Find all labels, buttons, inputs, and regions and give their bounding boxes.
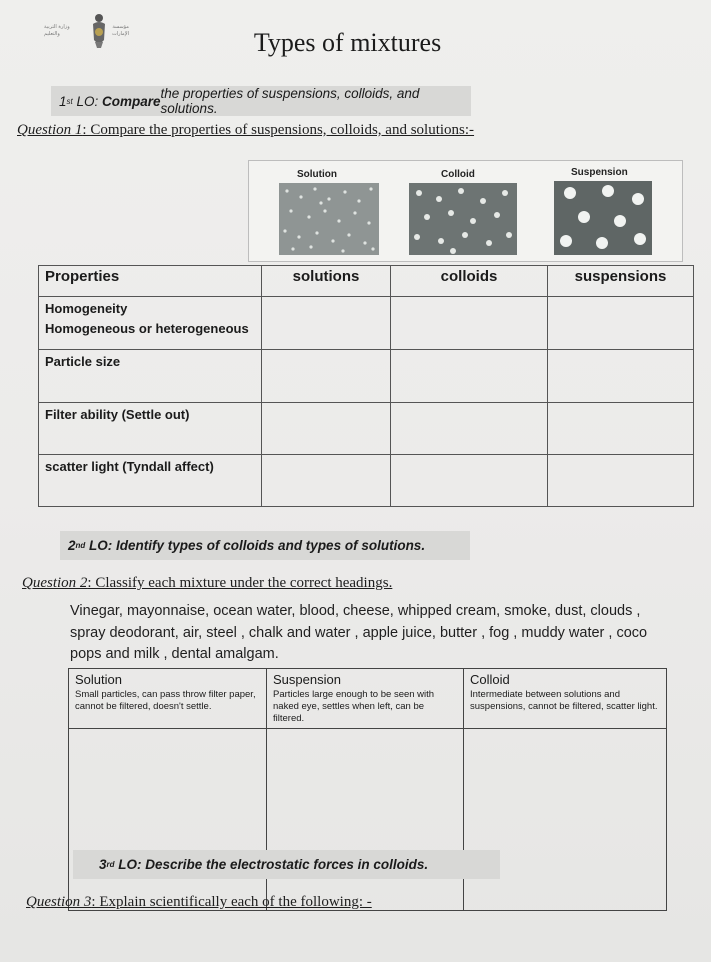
header-solution: Solution Small particles, can pass throw filter paper, cannot be filtered, doesn't settle.	[69, 669, 267, 729]
header-colloid: Colloid Intermediate between solutions and suspensions, cannot be filtered, scatter light.	[464, 669, 667, 729]
header-suspensions: suspensions	[548, 266, 694, 297]
solution-sample-image	[279, 183, 379, 255]
answer-cell[interactable]	[391, 403, 548, 455]
page-title: Types of mixtures	[253, 28, 442, 57]
answer-cell[interactable]	[391, 350, 548, 403]
learning-objective-3: 3 rd LO: Describe the electrostatic forces in colloids.	[73, 850, 500, 879]
figure-label-solution: Solution	[297, 169, 337, 180]
header-colloids: colloids	[391, 266, 548, 297]
row-label-particle-size: Particle size	[39, 350, 262, 403]
figure-label-colloid: Colloid	[441, 169, 475, 180]
header-suspension: Suspension Particles large enough to be seen with naked eye, settles when left, can be filtered.	[267, 669, 464, 729]
row-label-filter-ability: Filter ability (Settle out)	[39, 403, 262, 455]
answer-cell[interactable]	[391, 455, 548, 507]
row-label-homogeneity: Homogeneity Homogeneous or heterogeneous	[39, 297, 262, 350]
answer-cell[interactable]	[262, 403, 391, 455]
row-label-scatter-light: scatter light (Tyndall affect)	[39, 455, 262, 507]
mixture-figure	[248, 160, 683, 262]
suspension-answer-cell[interactable]	[267, 729, 464, 911]
classification-header-row	[69, 669, 667, 729]
learning-objective-2: 2 nd LO: Identify types of colloids and types of solutions.	[60, 531, 470, 560]
properties-header-row	[39, 266, 694, 297]
answer-cell[interactable]	[262, 350, 391, 403]
table-row	[39, 455, 694, 507]
classification-answer-row	[69, 729, 667, 911]
header-properties: Properties	[39, 266, 262, 297]
answer-cell[interactable]	[262, 455, 391, 507]
question-3: Question 3: Explain scientifically each of the following: -	[26, 894, 372, 910]
header-solutions: solutions	[262, 266, 391, 297]
logo-text-left: وزارة التربية والتعليم	[44, 24, 70, 37]
answer-cell[interactable]	[262, 297, 391, 350]
colloid-sample-image	[409, 183, 517, 255]
solution-answer-cell[interactable]	[69, 729, 267, 911]
question-2: Question 2: Classify each mixture under the correct headings.	[22, 575, 393, 591]
question-1: Question 1: Compare the properties of suspensions, colloids, and solutions:-	[17, 122, 475, 138]
colloid-answer-cell[interactable]	[464, 729, 667, 911]
answer-cell[interactable]	[548, 403, 694, 455]
answer-cell[interactable]	[548, 297, 694, 350]
properties-table	[38, 265, 694, 507]
answer-cell[interactable]	[548, 455, 694, 507]
table-row	[39, 350, 694, 403]
logo-text-right: مؤسسة الإمارات	[112, 24, 129, 37]
learning-objective-1: 1 st LO: Compare the properties of suspensions, colloids, and solutions.	[51, 86, 471, 116]
suspension-sample-image	[554, 181, 652, 255]
figure-label-suspension: Suspension	[571, 167, 628, 178]
table-row	[39, 297, 694, 350]
answer-cell[interactable]	[391, 297, 548, 350]
answer-cell[interactable]	[548, 350, 694, 403]
table-row	[39, 403, 694, 455]
mixture-list: Vinegar, mayonnaise, ocean water, blood, cheese, whipped cream, smoke, dust, clouds , spray deodorant, air, steel , chalk and water , apple juice, butter , fog , muddy water , coco pops and milk , dental amalgam.	[70, 603, 648, 662]
